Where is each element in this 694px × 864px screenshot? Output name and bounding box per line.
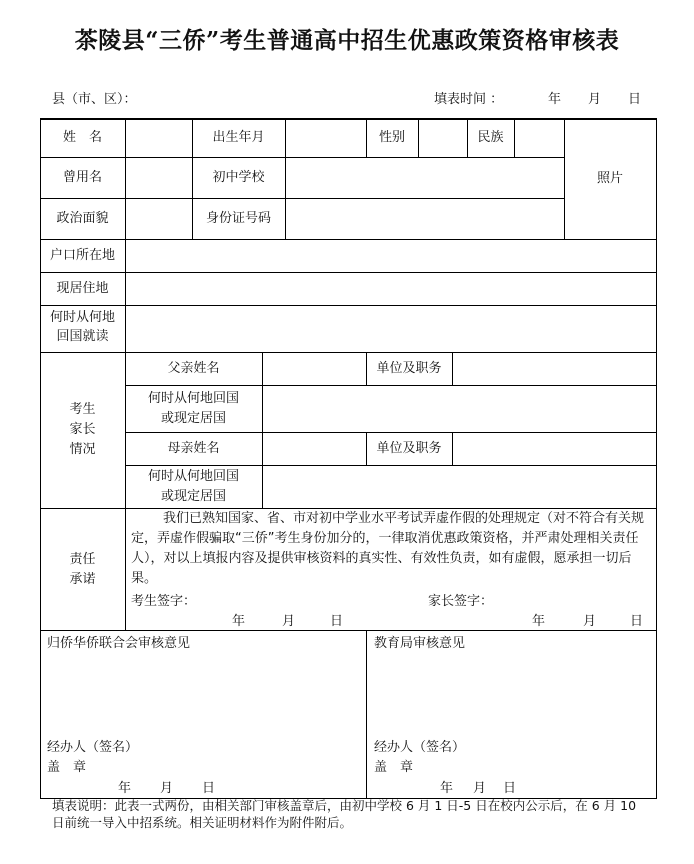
pledge-text: 我们已熟知国家、省、市对初中学业水平考试弄虚作假的处理规定（对不符合有关规定，弄虚作假骗取“三侨”考生身份加分的，一律取消优惠政策资格，并严肃处理相关责任人），对以上填报内容及提供审核资料的真实性、有效性负责，如有虚假，愿承担一切后果。: [131, 511, 645, 586]
pledge-label-line2: 承诺: [69, 572, 96, 587]
header-year: 年: [548, 92, 562, 107]
student-sign-label: 考生签字：: [131, 594, 197, 609]
parent-sign-day: 日: [630, 614, 644, 629]
overseas-year: 年: [118, 781, 132, 796]
gender-label: 性别: [378, 130, 405, 145]
father-work-label: 单位及职务: [376, 361, 442, 376]
overseas-review-title: 归侨华侨联合会审核意见: [47, 636, 191, 651]
edu-month: 月: [473, 781, 487, 796]
residence-label: 现居住地: [56, 281, 109, 296]
former-name-label: 曾用名: [62, 170, 102, 185]
id-number-label: 身份证号码: [205, 211, 271, 226]
mother-work-label: 单位及职务: [376, 441, 442, 456]
junior-school-label: 初中学校: [212, 170, 265, 185]
pledge-label-line1: 责任: [69, 552, 96, 567]
parent-sign-month: 月: [583, 614, 597, 629]
fill-time-label: 填表时间 ：: [434, 92, 504, 107]
overseas-seal-label: 盖 章: [47, 760, 87, 775]
name-label: 姓 名: [62, 130, 102, 145]
overseas-handler-label: 经办人（签名）: [47, 740, 139, 755]
political-label: 政治面貌: [56, 211, 109, 226]
father-name-label: 父亲姓名: [167, 361, 220, 376]
parents-label-line1: 考生: [69, 402, 96, 417]
mother-return-line2: 或现定居国: [160, 489, 226, 504]
county-label: 县（市、区）：: [52, 92, 137, 107]
household-label: 户口所在地: [49, 248, 115, 263]
return-label-line2: 回国就读: [56, 329, 109, 344]
form-title: 茶陵县“三侨”考生普通高中招生优惠政策资格审核表: [74, 27, 620, 54]
header-day: 日: [628, 92, 642, 107]
edu-review-title: 教育局审核意见: [374, 636, 466, 651]
photo-label: 照片: [596, 171, 623, 186]
filling-instructions: 填表说明：此表一式两份，由相关部门审核盖章后，由初中学校 6 月 1 日-5 日在校内公示后，在 6 月 10 日前统一导入中招系统。相关证明材料作为附件附后。: [52, 798, 637, 830]
edu-seal-label: 盖 章: [374, 760, 414, 775]
overseas-day: 日: [202, 781, 216, 796]
mother-name-label: 母亲姓名: [167, 441, 220, 456]
parents-label-line3: 情况: [69, 442, 96, 457]
edu-day: 日: [503, 781, 517, 796]
parent-sign-label: 家长签字：: [428, 594, 494, 609]
edu-year: 年: [440, 781, 454, 796]
header-month: 月: [588, 92, 602, 107]
overseas-month: 月: [160, 781, 174, 796]
mother-return-line1: 何时从何地回国: [147, 469, 239, 484]
father-return-line1: 何时从何地回国: [147, 391, 239, 406]
student-sign-day: 日: [330, 614, 344, 629]
parent-sign-year: 年: [532, 614, 546, 629]
parents-label-line2: 家长: [69, 422, 96, 437]
birth-label: 出生年月: [212, 130, 265, 145]
student-sign-year: 年: [232, 614, 246, 629]
edu-handler-label: 经办人（签名）: [374, 740, 466, 755]
return-label-line1: 何时从何地: [49, 310, 115, 325]
father-return-line2: 或现定居国: [160, 411, 226, 426]
student-sign-month: 月: [282, 614, 296, 629]
ethnicity-label: 民族: [477, 130, 504, 145]
